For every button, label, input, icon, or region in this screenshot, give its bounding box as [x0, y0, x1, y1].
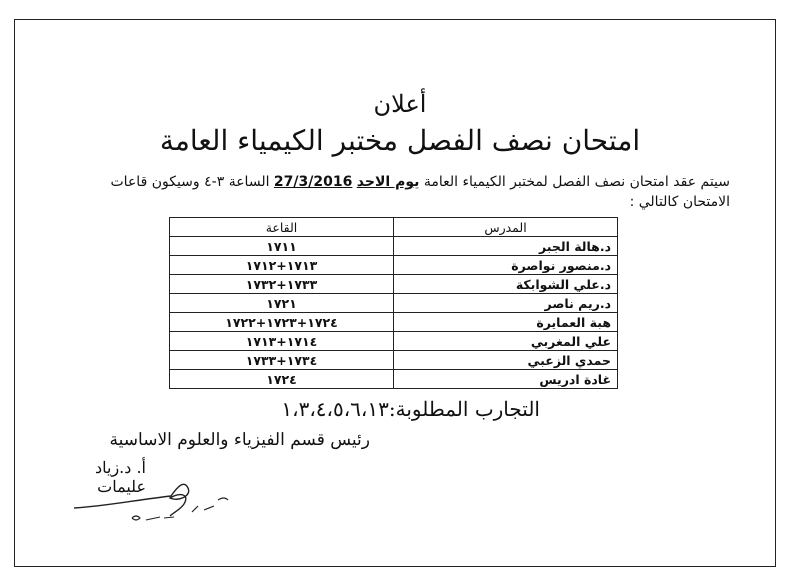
signatory-name: أ. د.زياد عليمات — [94, 458, 146, 496]
teacher-cell: د.علي الشوابكة — [394, 275, 618, 294]
announcement-heading: أعلان — [373, 90, 427, 118]
teacher-cell: علي المغربي — [394, 332, 618, 351]
table-row — [170, 370, 618, 389]
teacher-cell: د.هالة الجبر — [394, 237, 618, 256]
teacher-cell: حمدي الزعبي — [394, 351, 618, 370]
intro-text-2: الساعة ٣-٤ وسيكون قاعات الامتحان كالتالي : — [110, 174, 730, 210]
teacher-cell: غادة ادريس — [394, 370, 618, 389]
room-cell: ١٧٣٣+١٧٣٢ — [170, 275, 394, 294]
teacher-cell: د.منصور نواصرة — [394, 256, 618, 275]
room-cell: ١٧٣٤+١٧٣٣ — [170, 351, 394, 370]
table-header-row — [170, 218, 618, 237]
intro-text-1: سيتم عقد امتحان نصف الفصل لمختبر الكيمياء العامة — [419, 174, 730, 190]
room-cell: ١٧٢٤+١٧٢٣+١٧٢٢ — [170, 313, 394, 332]
table-row — [170, 294, 618, 313]
room-cell: ١٧١٤+١٧١٣ — [170, 332, 394, 351]
room-cell: ١٧١٣+١٧١٢ — [170, 256, 394, 275]
exam-rooms-table — [169, 217, 618, 389]
table-row — [170, 237, 618, 256]
handwritten-signature — [66, 478, 266, 528]
table-row — [170, 275, 618, 294]
room-cell: ١٧٢٤ — [170, 370, 394, 389]
table-row — [170, 351, 618, 370]
teacher-cell: هبة العمايرة — [394, 313, 618, 332]
signatory-title: رئيس قسم الفيزياء والعلوم الاساسية — [109, 430, 370, 450]
announcement-intro — [70, 172, 730, 212]
required-experiments: التجارب المطلوبة:١،٣،٤،٥،٦،١٣ — [281, 397, 540, 421]
teacher-cell: د.ريم ناصر — [394, 294, 618, 313]
announcement-subheading: امتحان نصف الفصل مختبر الكيمياء العامة — [159, 124, 641, 157]
room-cell: ١٧١١ — [170, 237, 394, 256]
exam-day: يوم الاحد — [356, 174, 420, 190]
teacher-column-header: المدرس — [394, 218, 618, 237]
table-row — [170, 256, 618, 275]
exam-date: 27/3/2016 — [273, 174, 353, 190]
table-row — [170, 332, 618, 351]
table-row — [170, 313, 618, 332]
room-cell: ١٧٢١ — [170, 294, 394, 313]
room-column-header: القاعة — [170, 218, 394, 237]
